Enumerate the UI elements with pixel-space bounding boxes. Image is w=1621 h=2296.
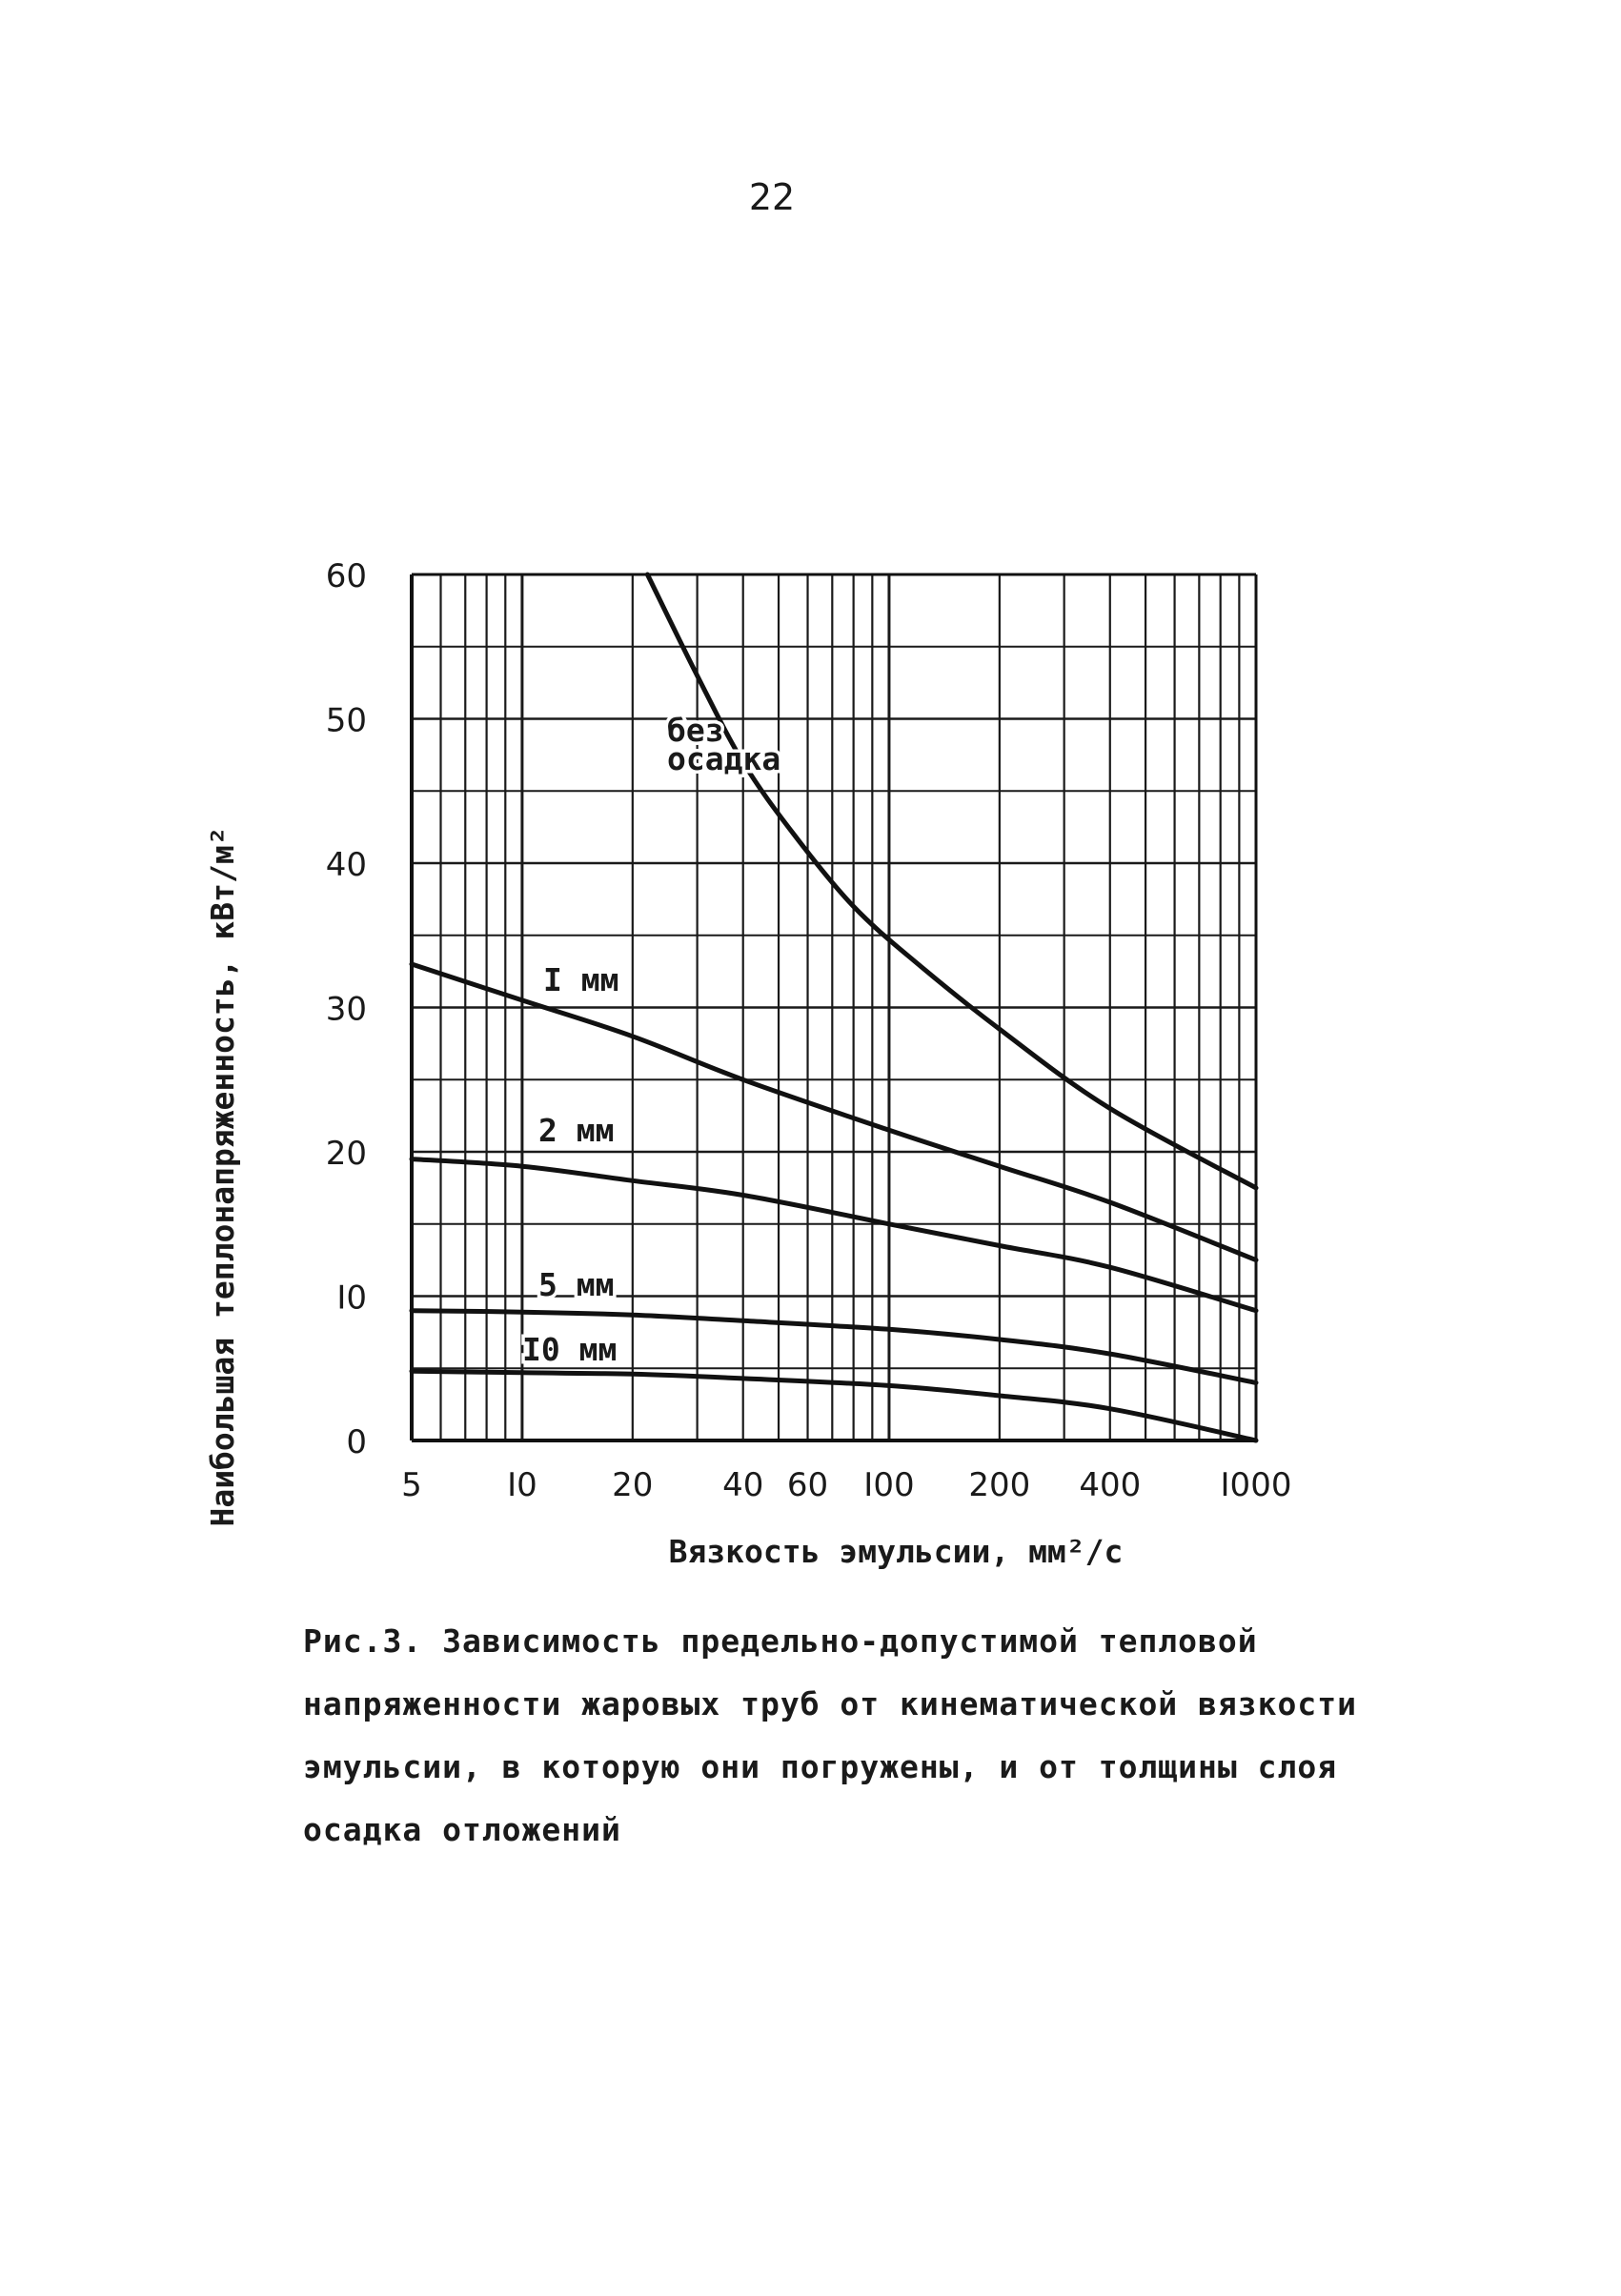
y-tick-label-10: I0 [336,1279,367,1318]
page-number: 22 [748,176,796,218]
caption-line-4: осадка отложений [303,1811,621,1848]
x-tick-label-100: I00 [863,1466,915,1504]
x-tick-label-20: 20 [612,1466,654,1504]
y-tick-label-40: 40 [325,846,367,884]
x-tick-label-10: I0 [507,1466,537,1504]
x-tick-label-1000: I000 [1220,1466,1292,1504]
x-tick-label-400: 400 [1079,1466,1142,1504]
x-tick-label-60: 60 [786,1466,829,1504]
series-line-5 [412,1371,1256,1440]
y-axis-title: Наибольшая теплонапряженность, кВт/м² [204,826,241,1527]
series-label-3: 2 мм [538,1112,615,1149]
x-tick-label-5: 5 [401,1466,422,1504]
series-label-1-2: осадка [667,740,781,777]
x-tick-label-200: 200 [968,1466,1031,1504]
x-axis-title: Вязкость эмульсии, мм²/с [668,1533,1124,1570]
series-label-1-1: без [667,712,724,749]
labels-layer [522,712,780,1368]
y-tick-label-20: 20 [325,1135,367,1173]
y-tick-label-0: 0 [346,1423,367,1461]
y-tick-label-60: 60 [325,557,367,595]
figure-caption [303,1610,1357,1862]
series-label-5: I0 мм [522,1331,618,1368]
caption-line-1: Рис.3. Зависимость предельно-допустимой тепловой [303,1622,1258,1660]
axes [204,557,1291,1570]
caption-line-3: эмульсии, в которую они погружены, и от толщины слоя [303,1748,1338,1785]
y-tick-label-50: 50 [325,701,367,740]
series-label-2: I мм [543,961,619,998]
series-label-4: 5 мм [538,1266,615,1303]
series-line-1 [647,574,1256,1188]
x-tick-label-40: 40 [722,1466,764,1504]
caption-line-2: напряженности жаровых труб от кинематической вязкости [303,1685,1357,1722]
y-tick-label-30: 30 [325,990,367,1029]
